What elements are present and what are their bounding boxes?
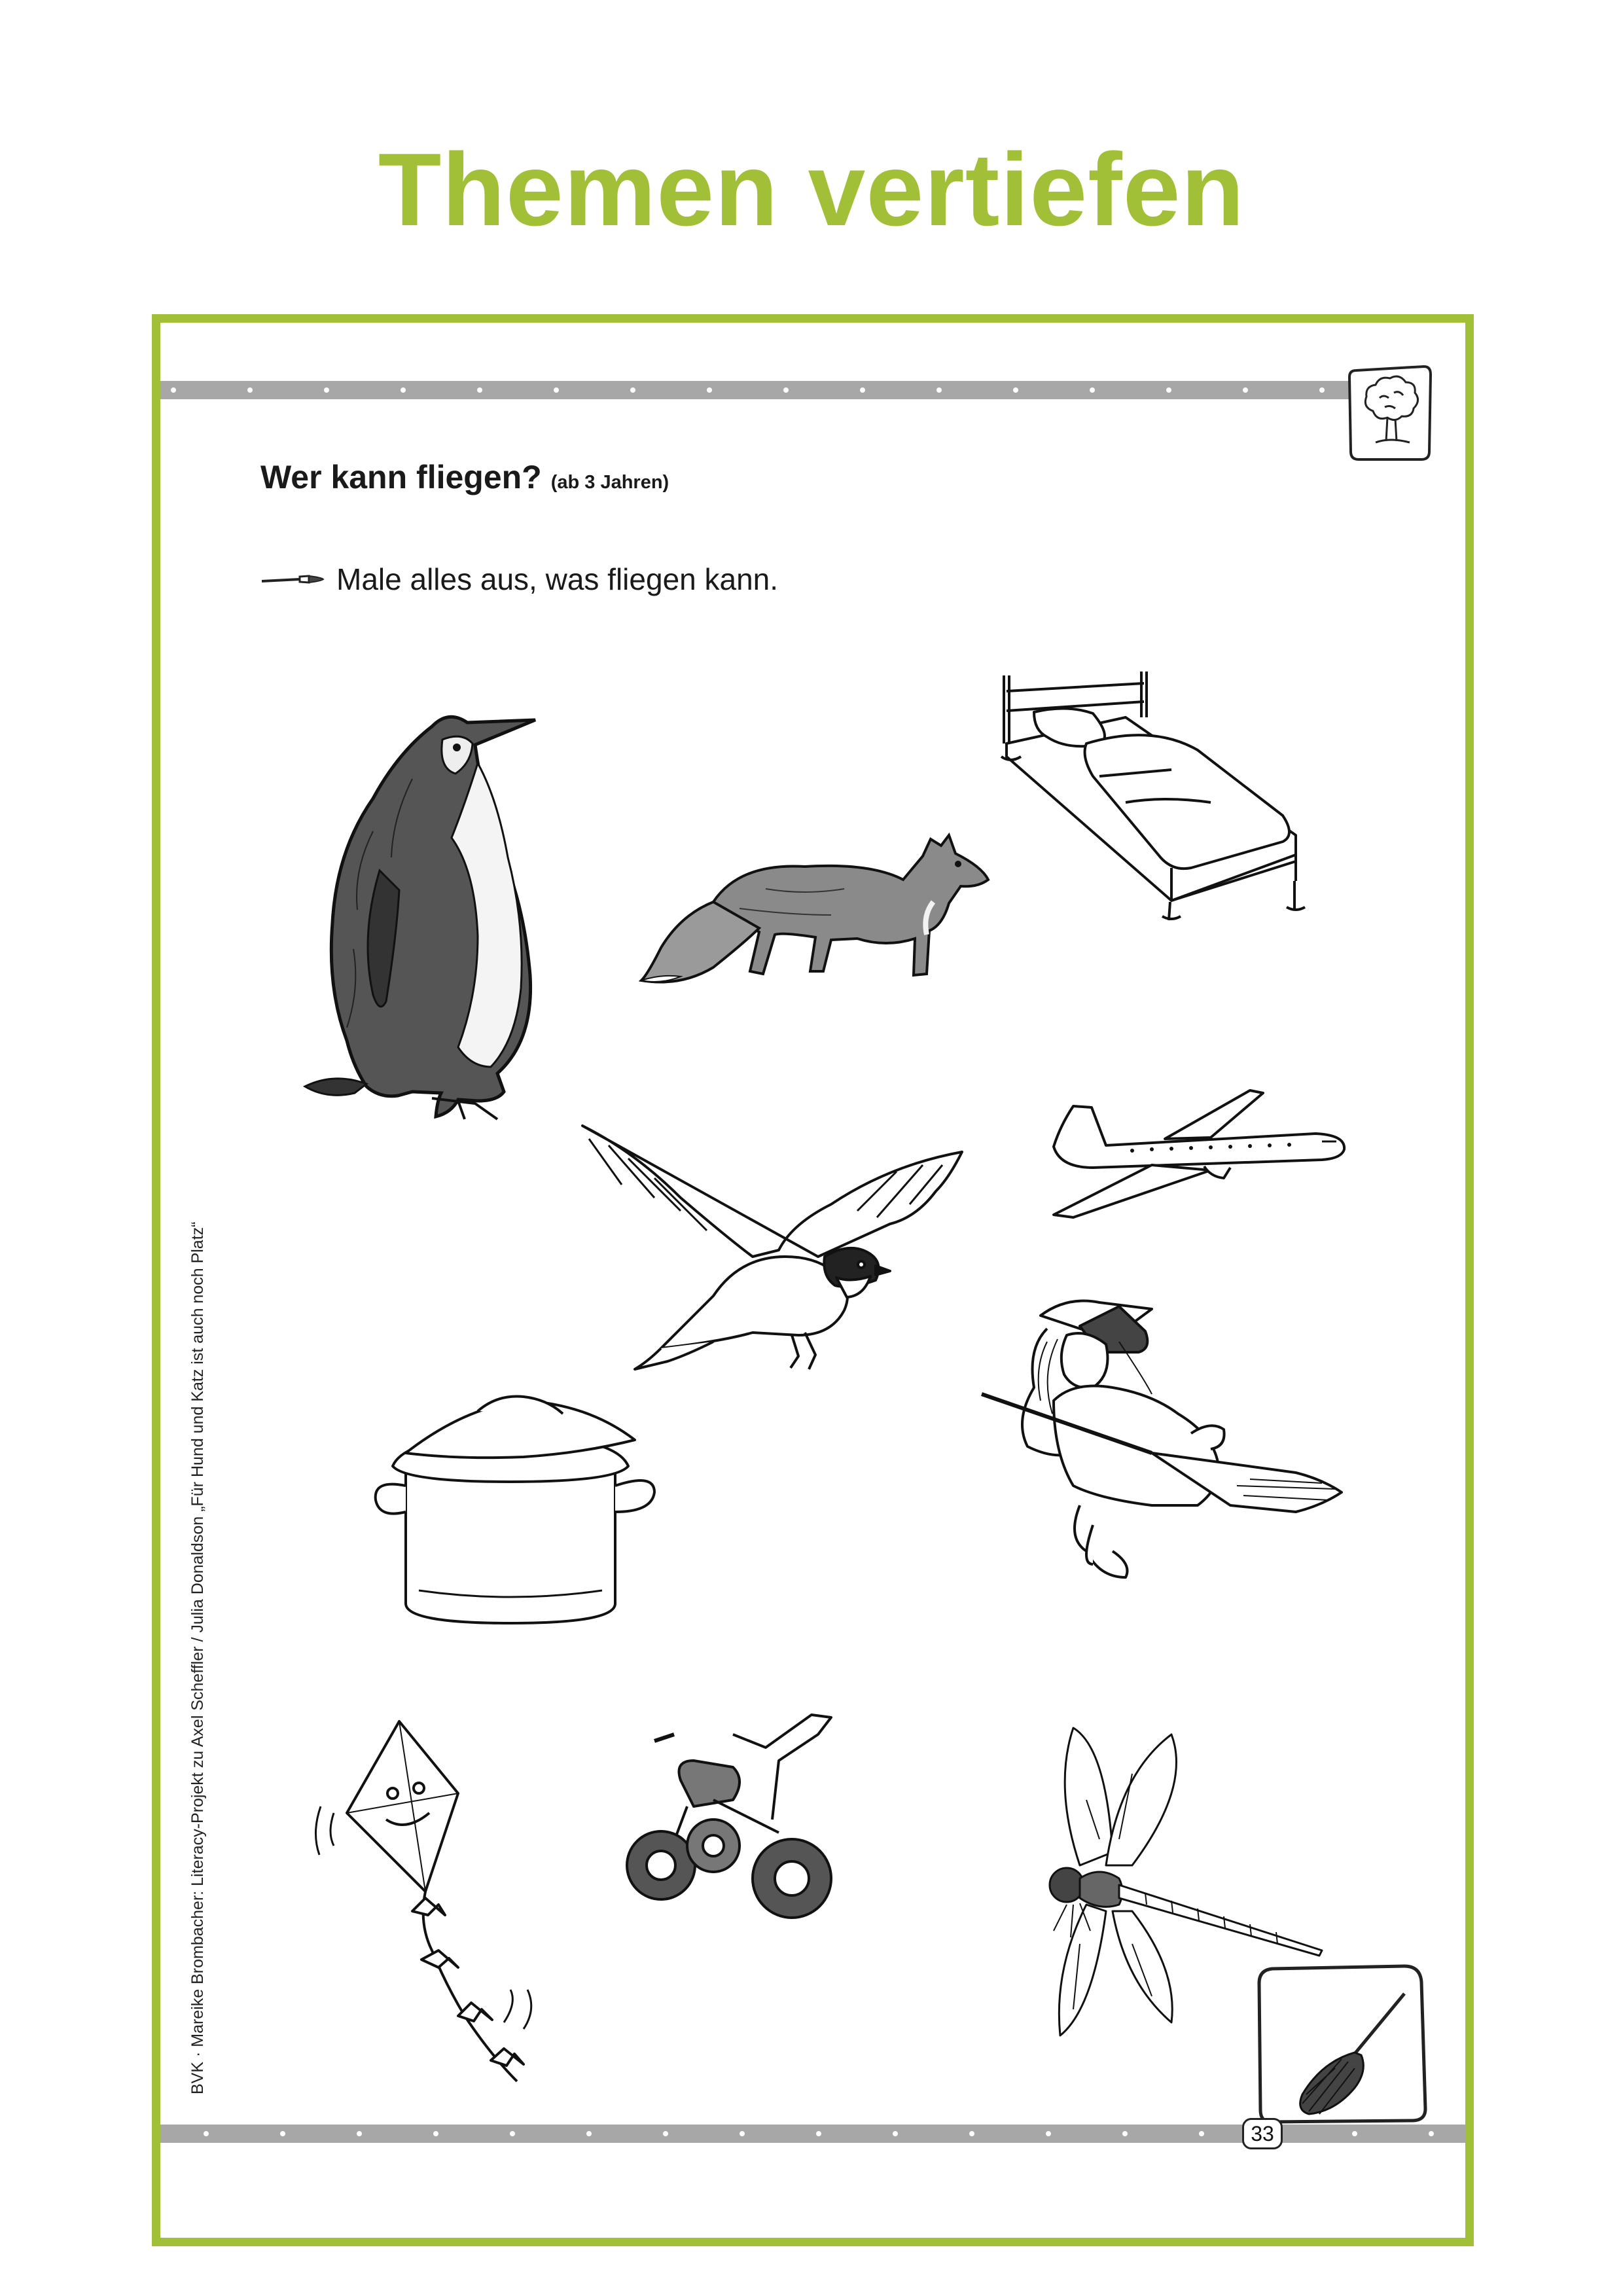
bird-icon — [582, 1126, 975, 1374]
kite-icon — [308, 1715, 556, 2094]
instruction — [260, 556, 778, 602]
kite-illustration[interactable] — [308, 1715, 556, 2094]
airplane-icon — [1034, 1086, 1348, 1217]
tree-icon — [1347, 364, 1433, 462]
broom-badge — [1257, 1964, 1428, 2125]
instruction-text: Male alles aus, was fliegen kann. — [336, 562, 779, 596]
penguin-icon — [281, 700, 543, 1119]
paintbrush-icon — [260, 571, 325, 588]
pot-illustration[interactable] — [366, 1394, 668, 1630]
bed-illustration[interactable] — [995, 672, 1355, 927]
fox-illustration[interactable] — [635, 817, 995, 1000]
worksheet-title — [260, 458, 669, 496]
pot-icon — [366, 1394, 668, 1630]
penguin-illustration[interactable] — [281, 700, 543, 1119]
worksheet-title-text: Wer kann fliegen? — [260, 459, 542, 495]
fox-icon — [635, 817, 995, 1000]
bird-illustration[interactable] — [582, 1126, 975, 1374]
tree-badge — [1347, 364, 1433, 462]
broom-icon — [1257, 1964, 1428, 2125]
age-range: (ab 3 Jahren) — [550, 472, 669, 493]
tricycle-icon — [615, 1708, 877, 1924]
copyright-credit: BVK · Mareike Brombacher: Literacy-Projekt zu Axel Scheffler / Julia Donaldson „Für Hund und Katz ist auch noch Platz“ — [188, 1221, 207, 2094]
top-dotted-strip — [160, 381, 1349, 399]
bed-icon — [995, 672, 1355, 927]
airplane-illustration[interactable] — [1034, 1086, 1348, 1217]
tricycle-illustration[interactable] — [615, 1708, 877, 1924]
page-number: 33 — [1242, 2118, 1283, 2149]
page-header-title: Themen vertiefen — [378, 132, 1245, 247]
witch-illustration[interactable] — [955, 1289, 1348, 1649]
witch-on-broom-icon — [955, 1289, 1348, 1649]
